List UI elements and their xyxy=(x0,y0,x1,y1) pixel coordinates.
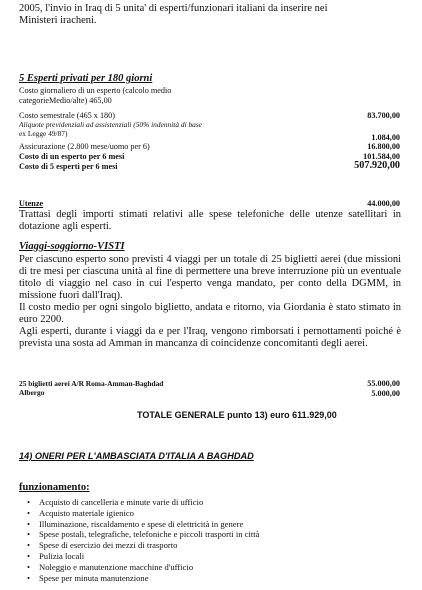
bullet-icon: • xyxy=(27,561,31,572)
list-item: • Acquisto di cancelleria e minute varie di ufficio xyxy=(27,497,204,507)
totale-generale: TOTALE GENERALE punto 13) euro 611.929,00 xyxy=(137,410,337,420)
experts-row-value: 507.920,00 xyxy=(354,160,400,171)
utenze-text: Trattasi degli importi stimati relativi alle spese telefoniche delle utenze satellitari in dotazione agli esperti. xyxy=(19,209,401,232)
viaggi-para-2: Il costo medio per ogni singolo biglietto, andata e ritorno, via Giordania è stato stimato in euro 2200. xyxy=(19,302,401,325)
bullet-icon: • xyxy=(27,572,31,583)
intro-line-1: 2005, l'invio in Iraq di 5 unita' di esperti/funzionari italiani da inserire nei xyxy=(19,3,328,14)
experts-row-label: ex Legge 49/87) xyxy=(19,129,68,138)
viaggi-row-label: Albergo xyxy=(19,388,45,397)
list-item: • Spese postali, telegrafiche, telefoniche e piccoli trasporti in città xyxy=(27,529,260,540)
list-item: • Illuminazione, riscaldamento e spese di elettricità in genere xyxy=(27,518,244,529)
bullet-icon: • xyxy=(27,550,31,561)
experts-row-label: Aliquote previdenziali ad assistenziali (50% indennità di base xyxy=(19,120,203,129)
viaggi-para-3: Agli esperti, durante i viaggi da e per l'Iraq, vengono rimborsati i pernottamenti poiché è prevista una sosta ad Amman in mancanza di coincidenze concomitanti degli aerei. xyxy=(19,326,401,349)
bullet-icon: • xyxy=(27,497,31,507)
section-14-list xyxy=(27,497,260,583)
experts-title: 5 Esperti privati per 180 giorni xyxy=(19,73,153,84)
experts-row-label: categorieMedio/alte) 465,00 xyxy=(19,96,112,105)
experts-row-label: Costo semestrale (465 x 180) xyxy=(19,111,115,120)
experts-row-label: Costo giornaliero di un esperto (calcolo medio xyxy=(19,86,172,95)
list-item: • Spese per minuta manutenzione xyxy=(27,572,149,583)
viaggi-para-1: Per ciascuno esperto sono previsti 4 viaggi per un totale di 25 biglietti aerei (due missioni di tre mesi per ciascuna unità al fine di permettere una breve interruzione più un eventuale titolo di viaggio nel caso in cui l'esperto venga mandato, per conto della DGMM, in missione fuori dall'Iraq). xyxy=(19,254,401,301)
experts-row-value: 83.700,00 xyxy=(367,111,400,120)
experts-row-value: 1.084,00 xyxy=(371,133,400,142)
bullet-icon: • xyxy=(27,507,31,518)
section-14-subtitle: funzionamento: xyxy=(19,482,90,493)
intro-line-2: Ministeri iracheni. xyxy=(19,15,97,26)
experts-row-label: Costo di 5 esperti per 6 mesi xyxy=(19,162,118,171)
experts-row-label: Assicurazione (2.800 mese/uomo per 6) xyxy=(19,142,150,151)
viaggi-row-value: 5.000,00 xyxy=(371,389,400,398)
bullet-icon: • xyxy=(27,529,31,540)
experts-row-label: Costo di un esperto per 6 mesi xyxy=(19,152,125,161)
experts-row-value: 101.584,00 xyxy=(363,152,400,161)
viaggi-row-label: 25 biglietti aerei A/R Roma-Amman-Baghdad xyxy=(19,379,164,388)
utenze-title: Utenze xyxy=(19,199,44,208)
list-item: • Pulizia locali xyxy=(27,550,85,561)
list-item: • Spese di esercizio dei mezzi di trasporto xyxy=(27,540,178,551)
list-item: • Noleggio e manutenzione macchine d'ufficio xyxy=(27,561,194,572)
bullet-icon: • xyxy=(27,540,31,551)
experts-row-value: 16.800,00 xyxy=(367,142,400,151)
viaggi-title: Viaggi-soggiorno-VISTI xyxy=(19,241,125,252)
section-14-title: 14) ONERI PER L'AMBASCIATA D'ITALIA A BAGHDAD xyxy=(19,451,254,461)
list-item: • Acquisto materiale igienico xyxy=(27,507,134,518)
utenze-value: 44.000,00 xyxy=(367,199,400,208)
bullet-icon: • xyxy=(27,518,31,529)
viaggi-row-value: 55.000,00 xyxy=(367,379,400,388)
